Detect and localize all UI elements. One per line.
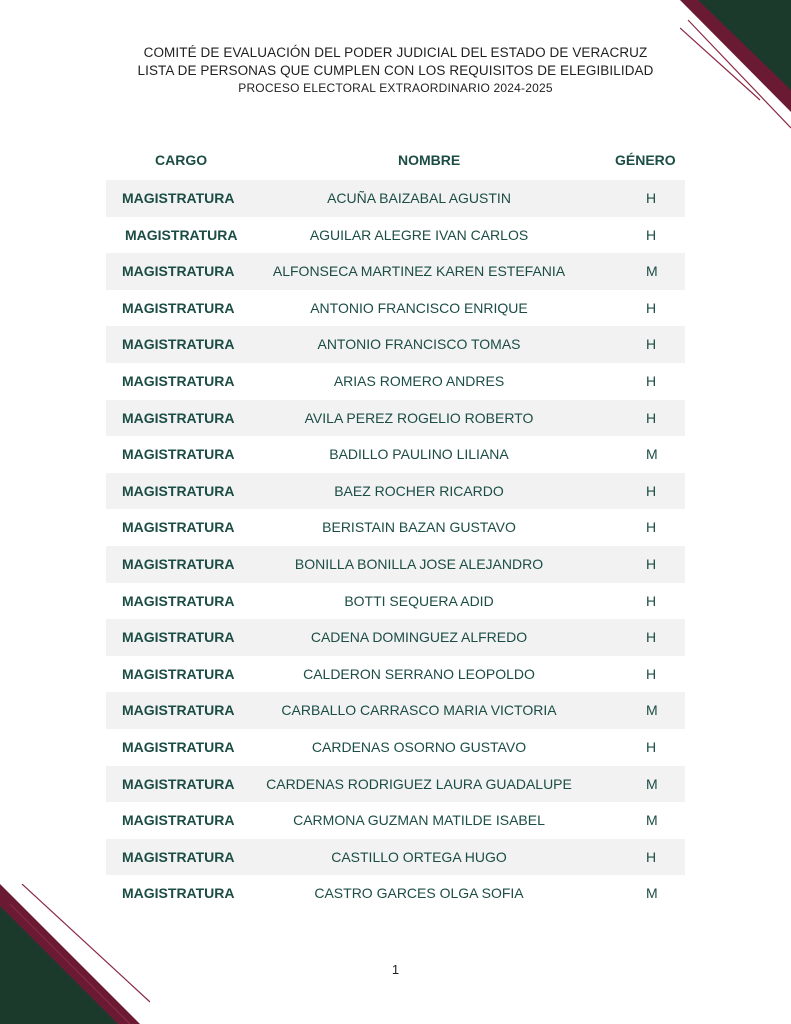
cell-nombre: AVILA PEREZ ROGELIO ROBERTO: [304, 409, 534, 426]
cell-cargo: MAGISTRATURA: [122, 848, 235, 865]
cell-nombre: CARMONA GUZMAN MATILDE ISABEL: [293, 812, 545, 829]
header-process: PROCESO ELECTORAL EXTRAORDINARIO 2024-2025: [238, 81, 553, 95]
table-row: MAGISTRATURA BOTTI SEQUERA ADID H: [106, 583, 685, 620]
cell-nombre: CALDERON SERRANO LEOPOLDO: [303, 665, 535, 682]
cell-cargo: MAGISTRATURA: [122, 629, 235, 646]
table-row: MAGISTRATURA ANTONIO FRANCISCO ENRIQUE H: [106, 290, 685, 327]
cell-nombre: CADENA DOMINGUEZ ALFREDO: [310, 629, 528, 646]
cell-nombre: ANTONIO FRANCISCO ENRIQUE: [310, 299, 528, 316]
cell-cargo: MAGISTRATURA: [122, 812, 235, 829]
cell-cargo: MAGISTRATURA: [122, 263, 235, 280]
page-number: 1: [391, 962, 400, 977]
table-row: MAGISTRATURA CASTILLO ORTEGA HUGO H: [106, 839, 685, 876]
table-row: MAGISTRATURA CARDENAS RODRIGUEZ LAURA GUADALUPE M: [106, 766, 685, 803]
cell-nombre: BOTTI SEQUERA ADID: [344, 592, 494, 609]
table-row: MAGISTRATURA CARDENAS OSORNO GUSTAVO H: [106, 729, 685, 766]
cell-nombre: AGUILAR ALEGRE IVAN CARLOS: [309, 226, 529, 243]
cell-cargo: MAGISTRATURA: [125, 226, 238, 243]
document-header: [0, 44, 791, 96]
table-row: MAGISTRATURA BERISTAIN BAZAN GUSTAVO H: [106, 509, 685, 546]
column-header-nombre: NOMBRE: [398, 152, 461, 168]
cell-nombre: CASTRO GARCES OLGA SOFIA: [314, 885, 524, 902]
cell-cargo: MAGISTRATURA: [122, 885, 235, 902]
cell-cargo: MAGISTRATURA: [122, 446, 235, 463]
cell-cargo: MAGISTRATURA: [122, 372, 235, 389]
cell-cargo: MAGISTRATURA: [122, 190, 235, 206]
cell-nombre: CASTILLO ORTEGA HUGO: [331, 848, 507, 865]
cell-nombre: CARDENAS OSORNO GUSTAVO: [311, 738, 527, 755]
table-row: MAGISTRATURA ANTONIO FRANCISCO TOMAS H: [106, 326, 685, 363]
table-row: MAGISTRATURA CARBALLO CARRASCO MARIA VICTORIA M: [106, 692, 685, 729]
table-row: MAGISTRATURA CADENA DOMINGUEZ ALFREDO H: [106, 619, 685, 656]
cell-nombre: BADILLO PAULINO LILIANA: [329, 446, 509, 463]
cell-cargo: MAGISTRATURA: [122, 336, 235, 353]
cell-nombre: ALFONSECA MARTINEZ KAREN ESTEFANIA: [272, 263, 566, 280]
cell-cargo: MAGISTRATURA: [122, 409, 235, 426]
cell-cargo: MAGISTRATURA: [122, 702, 235, 719]
cell-nombre: CARBALLO CARRASCO MARIA VICTORIA: [281, 702, 557, 719]
cell-nombre: ACUÑA BAIZABAL AGUSTIN: [327, 190, 511, 206]
table-row: MAGISTRATURA ACUÑA BAIZABAL AGUSTIN H: [106, 180, 685, 217]
table-row: MAGISTRATURA AGUILAR ALEGRE IVAN CARLOS H: [106, 217, 685, 254]
eligibility-table: [106, 180, 685, 912]
table-row: MAGISTRATURA BONILLA BONILLA JOSE ALEJANDRO H: [106, 546, 685, 583]
cell-cargo: MAGISTRATURA: [122, 592, 235, 609]
cell-cargo: MAGISTRATURA: [122, 665, 235, 682]
table-row: MAGISTRATURA BAEZ ROCHER RICARDO H: [106, 473, 685, 510]
cell-cargo: MAGISTRATURA: [122, 555, 235, 572]
cell-nombre: CARDENAS RODRIGUEZ LAURA GUADALUPE: [266, 775, 572, 792]
table-row: MAGISTRATURA BADILLO PAULINO LILIANA M: [106, 436, 685, 473]
column-header-cargo: CARGO: [155, 152, 208, 168]
header-title: COMITÉ DE EVALUACIÓN DEL PODER JUDICIAL DEL ESTADO DE VERACRUZ: [143, 45, 648, 60]
cell-cargo: MAGISTRATURA: [122, 775, 235, 792]
cell-nombre: BONILLA BONILLA JOSE ALEJANDRO: [294, 555, 544, 572]
table-row: MAGISTRATURA ALFONSECA MARTINEZ KAREN ESTEFANIA M: [106, 253, 685, 290]
table-row: MAGISTRATURA ARIAS ROMERO ANDRES H: [106, 363, 685, 400]
cell-cargo: MAGISTRATURA: [122, 482, 235, 499]
table-row: MAGISTRATURA CARMONA GUZMAN MATILDE ISABEL M: [106, 802, 685, 839]
cell-cargo: MAGISTRATURA: [122, 519, 235, 536]
header-subtitle: LISTA DE PERSONAS QUE CUMPLEN CON LOS REQUISITOS DE ELEGIBILIDAD: [137, 63, 654, 78]
cell-cargo: MAGISTRATURA: [122, 738, 235, 755]
cell-nombre: BERISTAIN BAZAN GUSTAVO: [322, 519, 516, 536]
cell-nombre: BAEZ ROCHER RICARDO: [334, 482, 504, 499]
cell-nombre: ANTONIO FRANCISCO TOMAS: [317, 336, 521, 353]
table-row: MAGISTRATURA CALDERON SERRANO LEOPOLDO H: [106, 656, 685, 693]
cell-nombre: ARIAS ROMERO ANDRES: [333, 372, 505, 389]
cell-cargo: MAGISTRATURA: [122, 299, 235, 316]
table-row: MAGISTRATURA CASTRO GARCES OLGA SOFIA M: [106, 875, 685, 912]
table-row: MAGISTRATURA AVILA PEREZ ROGELIO ROBERTO H: [106, 400, 685, 437]
column-header-genero: GÉNERO: [615, 152, 676, 168]
